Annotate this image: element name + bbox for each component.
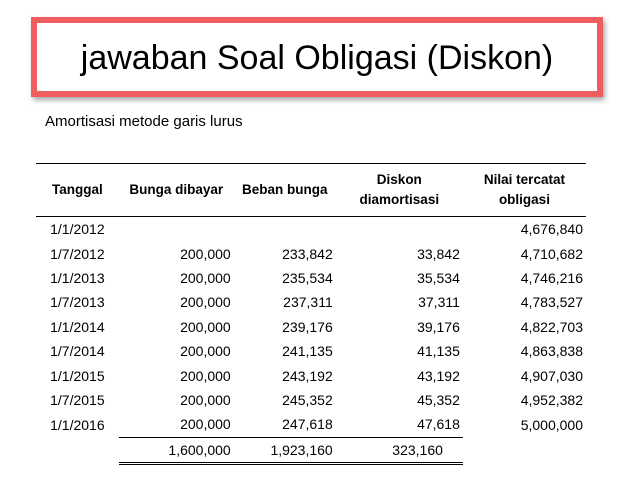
cell-beban: 237,311 bbox=[283, 294, 333, 311]
table-row bbox=[36, 217, 586, 242]
cell-bunga: 200,000 bbox=[119, 412, 234, 437]
cell-bunga: 200,000 bbox=[180, 391, 231, 408]
cell-nilai: 4,907,030 bbox=[520, 367, 583, 384]
cell-bunga: 200,000 bbox=[180, 367, 231, 384]
cell-bunga: 200,000 bbox=[180, 294, 231, 311]
cell-nilai: 4,952,382 bbox=[520, 391, 583, 408]
cell-tanggal: 1/7/2015 bbox=[50, 391, 105, 408]
cell-beban: 243,192 bbox=[282, 367, 333, 384]
cell-bunga: 200,000 bbox=[180, 269, 231, 286]
cell-diskon: 41,135 bbox=[417, 343, 460, 360]
table-body bbox=[36, 217, 586, 464]
header-tanggal: Tanggal bbox=[36, 164, 119, 217]
cell-beban: 241,135 bbox=[282, 343, 333, 360]
total-beban: 1,923,160 bbox=[234, 437, 336, 463]
cell-beban: 245,352 bbox=[282, 391, 333, 408]
table-row bbox=[36, 315, 586, 339]
cell-nilai: 4,863,838 bbox=[520, 343, 583, 360]
cell-nilai: 4,822,703 bbox=[520, 318, 583, 335]
header-beban-bunga: Beban bunga bbox=[234, 164, 336, 217]
header-diskon-line2: diamortisasi bbox=[359, 192, 440, 207]
table-row bbox=[36, 412, 586, 437]
header-diskon-diamortisasi bbox=[336, 164, 463, 217]
header-nilai-tercatat bbox=[463, 164, 586, 217]
total-diskon: 323,160 bbox=[336, 437, 463, 463]
table-row bbox=[36, 241, 586, 265]
cell-diskon: 37,311 bbox=[418, 294, 460, 311]
cell-bunga: 200,000 bbox=[180, 318, 231, 335]
header-nilai-line1: Nilai tercatat bbox=[483, 172, 565, 187]
cell-nilai: 4,676,840 bbox=[520, 221, 583, 238]
total-bunga: 1,600,000 bbox=[119, 437, 234, 463]
cell-diskon: 45,352 bbox=[417, 391, 460, 408]
cell-diskon: 39,176 bbox=[417, 318, 460, 335]
header-bunga-dibayar: Bunga dibayar bbox=[119, 164, 234, 217]
header-nilai-line2: obligasi bbox=[498, 192, 550, 207]
cell-nilai: 4,710,682 bbox=[520, 245, 583, 262]
cell-bunga bbox=[119, 217, 234, 242]
cell-diskon: 33,842 bbox=[417, 245, 460, 262]
cell-beban: 233,842 bbox=[282, 245, 333, 262]
cell-beban: 247,618 bbox=[234, 412, 336, 437]
cell-bunga: 200,000 bbox=[180, 245, 231, 262]
header-diskon-line1: Diskon bbox=[376, 172, 422, 187]
cell-tanggal: 1/1/2013 bbox=[50, 269, 105, 286]
subtitle: Amortisasi metode garis lurus bbox=[45, 113, 243, 130]
table-row bbox=[36, 388, 586, 412]
table-row bbox=[36, 290, 586, 314]
cell-tanggal: 1/7/2013 bbox=[50, 294, 105, 311]
cell-nilai: 5,000,000 bbox=[520, 416, 583, 433]
totals-row bbox=[36, 437, 586, 463]
cell-diskon: 47,618 bbox=[336, 412, 463, 437]
amortization-table bbox=[36, 163, 586, 465]
table-row bbox=[36, 266, 586, 290]
table-row bbox=[36, 339, 586, 363]
slide-title: jawaban Soal Obligasi (Diskon) bbox=[80, 39, 554, 77]
total-spacer bbox=[36, 437, 119, 463]
cell-bunga: 200,000 bbox=[180, 343, 231, 360]
cell-beban: 235,534 bbox=[282, 269, 333, 286]
total-spacer-right bbox=[463, 437, 586, 463]
cell-tanggal: 1/7/2012 bbox=[50, 245, 105, 262]
cell-nilai: 4,746,216 bbox=[520, 269, 583, 286]
cell-beban: 239,176 bbox=[282, 318, 333, 335]
cell-diskon: 35,534 bbox=[417, 269, 460, 286]
cell-tanggal: 1/1/2012 bbox=[50, 221, 105, 238]
cell-diskon: 43,192 bbox=[417, 367, 460, 384]
table-row bbox=[36, 363, 586, 387]
cell-tanggal: 1/7/2014 bbox=[50, 343, 105, 360]
table-header-row bbox=[36, 164, 586, 217]
cell-tanggal: 1/1/2014 bbox=[50, 318, 105, 335]
cell-diskon bbox=[336, 217, 463, 242]
cell-beban bbox=[234, 217, 336, 242]
cell-tanggal: 1/1/2015 bbox=[50, 367, 105, 384]
title-box bbox=[31, 17, 603, 97]
cell-nilai: 4,783,527 bbox=[520, 294, 583, 311]
cell-tanggal: 1/1/2016 bbox=[50, 416, 105, 433]
